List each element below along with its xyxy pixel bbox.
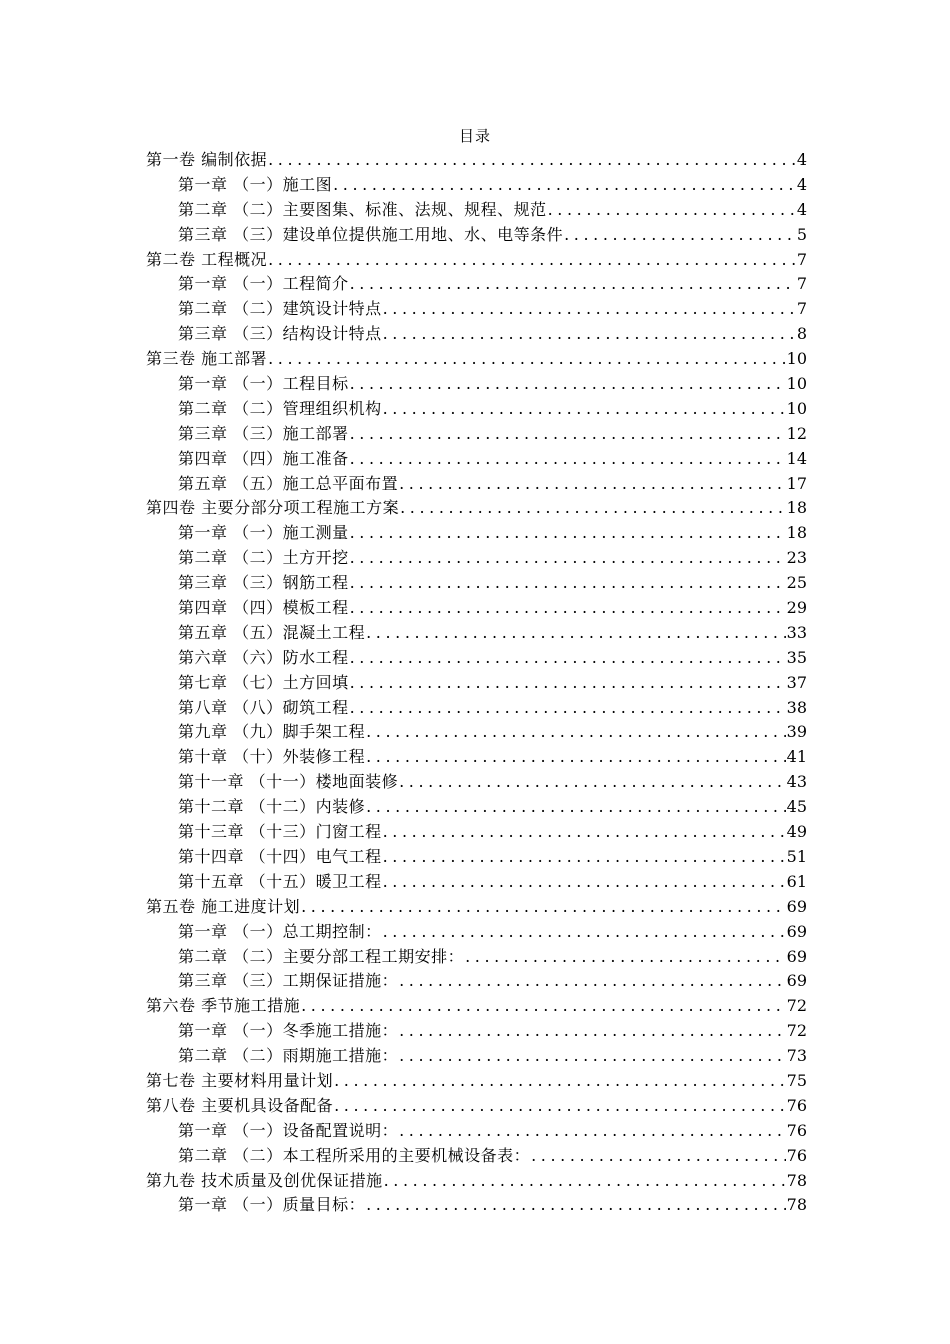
- toc-dot-leader: [350, 596, 786, 621]
- toc-entry-label: 第六章 （六）防水工程: [178, 647, 349, 667]
- toc-dot-leader: [350, 447, 786, 472]
- toc-chapter-entry[interactable]: [146, 571, 807, 596]
- toc-dot-leader: [383, 920, 786, 945]
- toc-chapter-entry[interactable]: [146, 521, 807, 546]
- toc-entry-label: 第三章 （三）工期保证措施：: [178, 971, 399, 991]
- toc-dot-leader: [384, 1169, 786, 1194]
- toc-entry-label: 第四卷 主要分部分项工程施工方案: [146, 498, 400, 518]
- toc-page-number: 35: [786, 647, 807, 667]
- toc-dot-leader: [399, 472, 786, 497]
- toc-page-number: 8: [796, 324, 807, 344]
- toc-dot-leader: [383, 297, 796, 322]
- toc-entry-label: 第三卷 施工部署: [146, 349, 268, 369]
- toc-dot-leader: [366, 745, 786, 770]
- toc-chapter-entry[interactable]: [146, 1119, 807, 1144]
- toc-entry-label: 第五章 （五）混凝土工程: [178, 622, 366, 642]
- toc-dot-leader: [350, 372, 786, 397]
- toc-dot-leader: [350, 272, 796, 297]
- toc-entry-label: 第三章 （三）结构设计特点: [178, 324, 382, 344]
- toc-chapter-entry[interactable]: [146, 1019, 807, 1044]
- toc-chapter-entry[interactable]: [146, 646, 807, 671]
- toc-entry-label: 第八章 （八）砌筑工程: [178, 697, 349, 717]
- toc-dot-leader: [383, 870, 786, 895]
- toc-chapter-entry[interactable]: [146, 845, 807, 870]
- toc-entry-label: 第一章 （一）质量目标：: [178, 1195, 366, 1215]
- toc-chapter-entry[interactable]: [146, 173, 807, 198]
- toc-page-number: 76: [786, 1145, 807, 1165]
- toc-entry-label: 第七章 （七）土方回填: [178, 672, 349, 692]
- toc-dot-leader: [400, 496, 786, 521]
- toc-page-number: 14: [786, 448, 807, 468]
- toc-dot-leader: [383, 845, 786, 870]
- toc-volume-entry[interactable]: [146, 148, 807, 173]
- toc-list: [146, 148, 807, 1218]
- toc-dot-leader: [334, 1094, 786, 1119]
- toc-page-number: 12: [786, 423, 807, 443]
- toc-volume-entry[interactable]: [146, 1069, 807, 1094]
- toc-dot-leader: [350, 546, 786, 571]
- toc-page-number: 10: [786, 349, 807, 369]
- toc-page-number: 69: [786, 971, 807, 991]
- toc-dot-leader: [383, 322, 796, 347]
- toc-chapter-entry[interactable]: [146, 795, 807, 820]
- toc-dot-leader: [268, 148, 796, 173]
- toc-page-number: 4: [796, 150, 807, 169]
- toc-entry-label: 第八卷 主要机具设备配备: [146, 1095, 334, 1115]
- toc-volume-entry[interactable]: [146, 496, 807, 521]
- toc-page-number: 7: [796, 274, 807, 294]
- toc-entry-label: 第二章 （二）主要图集、标准、法规、规程、规范: [178, 199, 547, 219]
- toc-entry-label: 第一章 （一）工程目标: [178, 374, 349, 394]
- toc-dot-leader: [548, 198, 796, 223]
- toc-page-number: 69: [786, 946, 807, 966]
- toc-dot-leader: [350, 521, 786, 546]
- toc-volume-entry[interactable]: [146, 895, 807, 920]
- toc-chapter-entry[interactable]: [146, 297, 807, 322]
- toc-page-number: 51: [786, 846, 807, 866]
- toc-entry-label: 第十五章 （十五）暖卫工程: [178, 871, 382, 891]
- toc-chapter-entry[interactable]: [146, 272, 807, 297]
- toc-dot-leader: [399, 1119, 786, 1144]
- toc-page-number: 23: [786, 548, 807, 568]
- toc-page-number: 43: [786, 772, 807, 792]
- toc-entry-label: 第二章 （二）管理组织机构: [178, 398, 382, 418]
- toc-chapter-entry[interactable]: [146, 447, 807, 472]
- toc-chapter-entry[interactable]: [146, 696, 807, 721]
- toc-dot-leader: [350, 422, 786, 447]
- toc-page-number: 38: [786, 697, 807, 717]
- toc-dot-leader: [301, 994, 786, 1019]
- toc-page-number: 33: [786, 622, 807, 642]
- toc-dot-leader: [399, 770, 786, 795]
- toc-dot-leader: [465, 945, 786, 970]
- toc-dot-leader: [350, 671, 786, 696]
- toc-page-number: 4: [796, 199, 807, 219]
- toc-dot-leader: [350, 571, 786, 596]
- toc-page-number: 5: [796, 224, 807, 244]
- toc-chapter-entry[interactable]: [146, 397, 807, 422]
- toc-dot-leader: [268, 347, 786, 372]
- toc-page-number: 10: [786, 374, 807, 394]
- toc-entry-label: 第二章 （二）建筑设计特点: [178, 299, 382, 319]
- toc-dot-leader: [334, 1069, 786, 1094]
- toc-chapter-entry[interactable]: [146, 945, 807, 970]
- toc-entry-label: 第一章 （一）设备配置说明：: [178, 1120, 399, 1140]
- toc-chapter-entry[interactable]: [146, 472, 807, 497]
- toc-chapter-entry[interactable]: [146, 1144, 807, 1169]
- toc-volume-entry[interactable]: [146, 347, 807, 372]
- toc-volume-entry[interactable]: [146, 248, 807, 273]
- toc-chapter-entry[interactable]: [146, 969, 807, 994]
- toc-page-number: 29: [786, 598, 807, 618]
- toc-chapter-entry[interactable]: [146, 422, 807, 447]
- toc-page-number: 73: [786, 1046, 807, 1066]
- toc-title: 目录: [458, 127, 491, 145]
- toc-entry-label: 第三章 （三）施工部署: [178, 423, 349, 443]
- toc-dot-leader: [399, 1019, 786, 1044]
- toc-page-number: 18: [786, 523, 807, 543]
- toc-chapter-entry[interactable]: [146, 870, 807, 895]
- toc-entry-label: 第六卷 季节施工措施: [146, 996, 301, 1016]
- toc-volume-entry[interactable]: [146, 1169, 807, 1194]
- toc-page-number: 7: [796, 249, 807, 269]
- toc-entry-label: 第一章 （一）工程简介: [178, 274, 349, 294]
- toc-page-number: 78: [786, 1170, 807, 1190]
- toc-chapter-entry[interactable]: [146, 820, 807, 845]
- toc-dot-leader: [350, 646, 786, 671]
- toc-chapter-entry[interactable]: [146, 671, 807, 696]
- toc-dot-leader: [333, 173, 796, 198]
- toc-chapter-entry[interactable]: [146, 546, 807, 571]
- toc-entry-label: 第一章 （一）冬季施工措施：: [178, 1021, 399, 1041]
- toc-entry-label: 第二章 （二）雨期施工措施：: [178, 1046, 399, 1066]
- toc-volume-entry[interactable]: [146, 994, 807, 1019]
- toc-chapter-entry[interactable]: [146, 1193, 807, 1218]
- toc-entry-label: 第一卷 编制依据: [146, 150, 268, 169]
- toc-dot-leader: [301, 895, 786, 920]
- toc-page-number: 4: [796, 174, 807, 194]
- toc-dot-leader: [531, 1144, 786, 1169]
- toc-page-number: 61: [786, 871, 807, 891]
- toc-page-number: 69: [786, 921, 807, 941]
- toc-chapter-entry[interactable]: [146, 745, 807, 770]
- toc-page-number: 49: [786, 822, 807, 842]
- toc-dot-leader: [399, 1044, 786, 1069]
- toc-entry-label: 第三章 （三）建设单位提供施工用地、水、电等条件: [178, 224, 564, 244]
- toc-page-number: 75: [786, 1070, 807, 1090]
- toc-page-number: 10: [786, 398, 807, 418]
- toc-chapter-entry[interactable]: [146, 596, 807, 621]
- toc-dot-leader: [366, 795, 786, 820]
- toc-entry-label: 第五章 （五）施工总平面布置: [178, 473, 399, 493]
- toc-chapter-entry[interactable]: [146, 322, 807, 347]
- toc-entry-label: 第四章 （四）施工准备: [178, 448, 349, 468]
- toc-chapter-entry[interactable]: [146, 720, 807, 745]
- toc-entry-label: 第十一章 （十一）楼地面装修: [178, 772, 399, 792]
- toc-chapter-entry[interactable]: [146, 770, 807, 795]
- toc-entry-label: 第十三章 （十三）门窗工程: [178, 822, 382, 842]
- toc-entry-label: 第二章 （二）本工程所采用的主要机械设备表：: [178, 1145, 531, 1165]
- toc-page-number: 76: [786, 1120, 807, 1140]
- toc-chapter-entry[interactable]: [146, 198, 807, 223]
- toc-entry-label: 第一章 （一）总工期控制：: [178, 921, 382, 941]
- toc-chapter-entry[interactable]: [146, 920, 807, 945]
- toc-entry-label: 第十二章 （十二）内装修: [178, 797, 366, 817]
- toc-page-number: 72: [786, 996, 807, 1016]
- toc-page-number: 76: [786, 1095, 807, 1115]
- toc-entry-label: 第四章 （四）模板工程: [178, 598, 349, 618]
- toc-chapter-entry[interactable]: [146, 621, 807, 646]
- toc-entry-label: 第七卷 主要材料用量计划: [146, 1070, 334, 1090]
- toc-page-number: 69: [786, 896, 807, 916]
- toc-entry-label: 第一章 （一）施工图: [178, 174, 333, 194]
- toc-dot-leader: [383, 820, 786, 845]
- toc-dot-leader: [268, 248, 796, 273]
- toc-page-number: 39: [786, 722, 807, 742]
- toc-entry-label: 第二章 （二）土方开挖: [178, 548, 349, 568]
- toc-entry-label: 第三章 （三）钢筋工程: [178, 573, 349, 593]
- toc-page-number: 17: [786, 473, 807, 493]
- toc-entry-label: 第九章 （九）脚手架工程: [178, 722, 366, 742]
- toc-entry-label: 第九卷 技术质量及创优保证措施: [146, 1170, 383, 1190]
- toc-dot-leader: [366, 621, 786, 646]
- toc-page-number: 78: [786, 1195, 807, 1215]
- toc-dot-leader: [366, 1193, 786, 1218]
- toc-page-number: 37: [786, 672, 807, 692]
- toc-chapter-entry[interactable]: [146, 1044, 807, 1069]
- toc-page-number: 72: [786, 1021, 807, 1041]
- toc-page-number: 18: [786, 498, 807, 518]
- toc-page-number: 45: [786, 797, 807, 817]
- toc-entry-label: 第十四章 （十四）电气工程: [178, 846, 382, 866]
- toc-dot-leader: [383, 397, 786, 422]
- toc-page-number: 7: [796, 299, 807, 319]
- toc-volume-entry[interactable]: [146, 1094, 807, 1119]
- toc-chapter-entry[interactable]: [146, 372, 807, 397]
- toc-dot-leader: [366, 720, 786, 745]
- toc-dot-leader: [399, 969, 786, 994]
- toc-page-number: 41: [786, 747, 807, 767]
- toc-entry-label: 第二卷 工程概况: [146, 249, 268, 269]
- toc-page-number: 25: [786, 573, 807, 593]
- toc-entry-label: 第五卷 施工进度计划: [146, 896, 301, 916]
- toc-chapter-entry[interactable]: [146, 223, 807, 248]
- toc-dot-leader: [564, 223, 796, 248]
- toc-entry-label: 第十章 （十）外装修工程: [178, 747, 366, 767]
- toc-dot-leader: [350, 696, 786, 721]
- toc-entry-label: 第一章 （一）施工测量: [178, 523, 349, 543]
- toc-entry-label: 第二章 （二）主要分部工程工期安排：: [178, 946, 465, 966]
